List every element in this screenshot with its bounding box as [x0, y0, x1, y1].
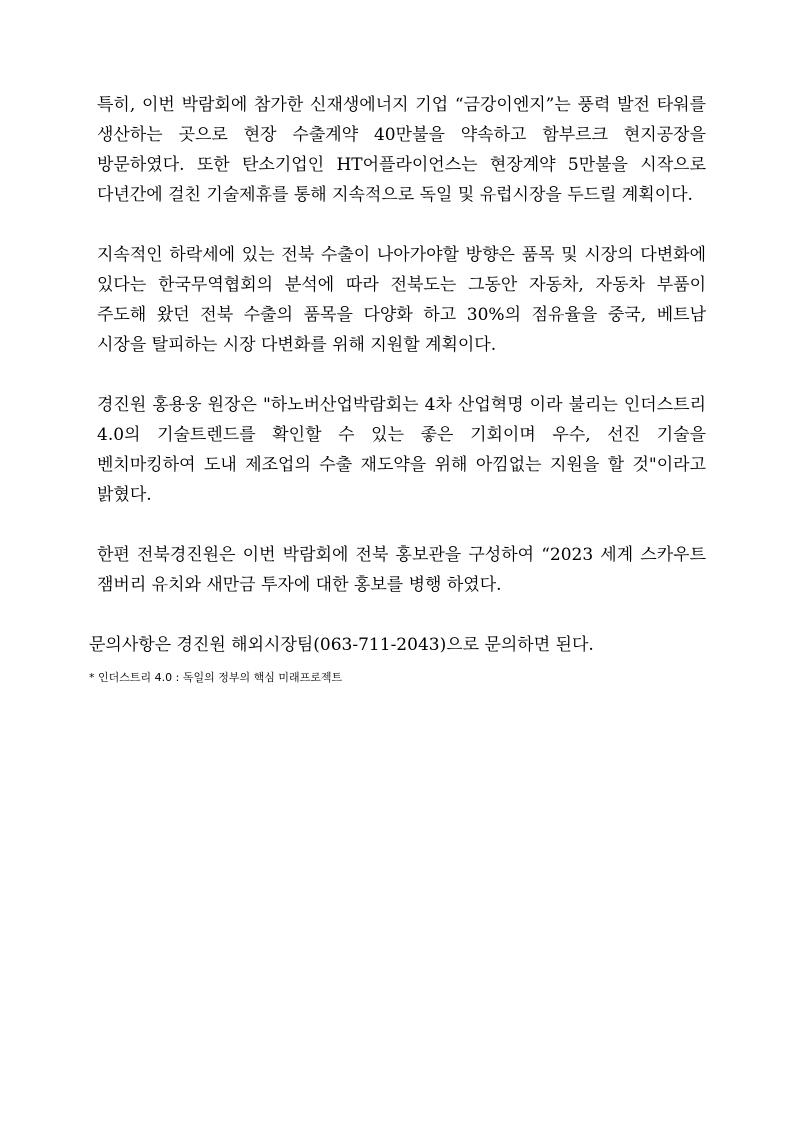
footnote-industry-40: * 인더스트리 4.0 : 독일의 정부의 핵심 미래프로젝트 — [89, 671, 343, 684]
paragraph-export-diversification: 지속적인 하락세에 있는 전북 수출이 나아가야할 방향은 품목 및 시장의 다변화에 있다는 한국무역협회의 분석에 따라 전북도는 그동안 자동차, 자동차 부품이 주도해 왔던 전북 수출의 품목을 다양화 하고 30%의 점유율을 중국, 베트남 시장을 탈피하는 시장 다변화를 위해 지원할 계획이다. — [97, 245, 706, 355]
paragraph-geumgang-eng: 특히, 이번 박람회에 참가한 신재생에너지 기업 “금강이엔지”는 풍력 발전 타워를 생산하는 곳으로 현장 수출계약 40만불을 약속하고 함부르크 현지공장을 방문하였다. 또한 탄소기업인 HT어플라이언스는 현장계약 5만불을 시작으로 다년간에 걸친 기술제휴를 통해 지속적으로 독일 및 유럽시장을 두드릴 계획이다. — [97, 95, 706, 205]
paragraph-contact-info: 문의사항은 경진원 해외시장팀(063-711-2043)으로 문의하면 된다. — [89, 635, 594, 655]
document-body — [89, 90, 706, 686]
paragraph-promotion-pavilion: 한편 전북경진원은 이번 박람회에 전북 홍보관을 구성하여 “2023 세계 스카우트 잼버리 유치와 새만금 투자에 대한 홍보를 병행 하였다. — [97, 545, 706, 595]
paragraph-director-quote: 경진원 홍용웅 원장은 "하노버산업박람회는 4차 산업혁명 이라 불리는 인더스트리 4.0의 기술트렌드를 확인할 수 있는 좋은 기회이며 우수, 선진 기술을 벤치마킹하여 도내 제조업의 수출 재도약을 위해 아낌없는 지원을 할 것"이라고 밝혔다. — [97, 395, 706, 505]
